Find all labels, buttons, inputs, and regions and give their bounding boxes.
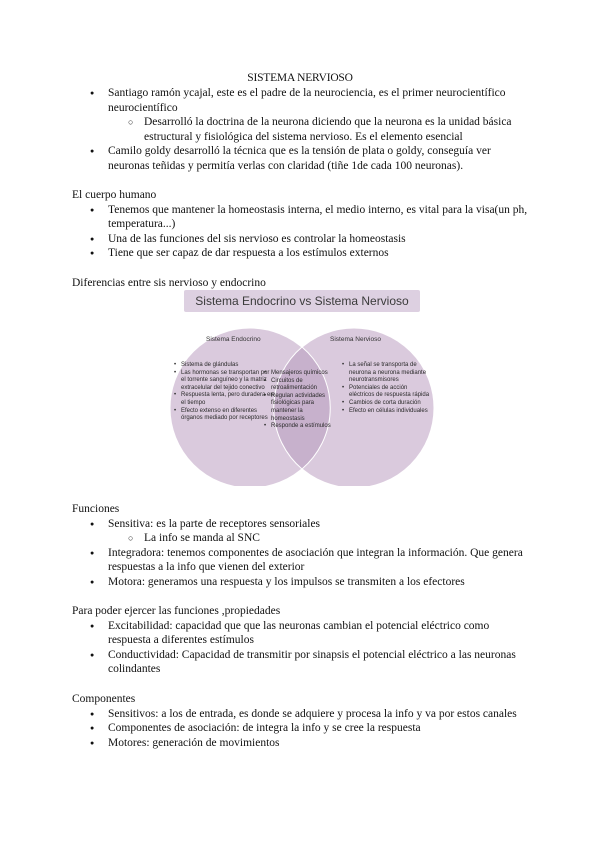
venn-item: • Sistema de glándulas	[174, 362, 274, 370]
section-heading: Diferencias entre sis nervioso y endocrino	[72, 277, 266, 289]
componentes-section	[72, 692, 532, 750]
list-item: ● Tiene que ser capaz de dar respuesta a los estímulos externos	[72, 246, 532, 261]
list-item: ● Conductividad: Capacidad de transmitir por sinapsis el potencial eléctrico a las neuronas colindantes	[72, 648, 532, 677]
section-heading: Funciones	[72, 503, 120, 515]
list-item: ● Santiago ramón ycajal, este es el padre de la neurociencia, es el primer neurocientífico neurocientífico	[72, 86, 532, 115]
venn-item: • Responde a estímulos	[264, 423, 334, 431]
cuerpo-section	[72, 188, 532, 261]
venn-right-label: Sistema Nervioso	[330, 336, 381, 343]
venn-item: • Cambios de corta duración	[342, 400, 434, 408]
venn-item: • Respuesta lenta, pero duradera en el tiempo	[174, 392, 274, 407]
venn-item: • Regulan actividades fisiológicas para mantener la homeostasis	[264, 393, 334, 423]
venn-right-list	[342, 362, 434, 415]
list-item: ● Sensitivos: a los de entrada, es donde se adquiere y procesa la info y va por estos canales	[72, 707, 532, 722]
venn-item: • Efecto en células individuales	[342, 408, 434, 416]
list-item: ● Motores: generación de movimientos	[72, 736, 532, 751]
section-heading: Componentes	[72, 693, 136, 705]
propiedades-section	[72, 604, 532, 677]
diferencias-section	[72, 276, 532, 291]
venn-item: • Mensajeros químicos	[264, 370, 334, 378]
venn-left-label: Sistema Endocrino	[206, 336, 261, 343]
intro-section	[72, 86, 532, 173]
section-heading: El cuerpo humano	[72, 189, 157, 201]
list-subitem: ○ Desarrolló la doctrina de la neurona diciendo que la neurona es la unidad básica estructural y fisiológica del sistema nervioso. Es el elemento esencial	[72, 115, 532, 144]
venn-item: • Circuitos de retroalimentación	[264, 378, 334, 393]
venn-item: • Efecto extenso en diferentes órganos mediado por receptores	[174, 408, 274, 423]
list-item: ● Una de las funciones del sis nervioso es controlar la homeostasis	[72, 232, 532, 247]
list-item: ● Excitabilidad: capacidad que que las neuronas cambian el potencial eléctrico como respuesta a diferentes estímulos	[72, 619, 532, 648]
venn-diagram	[162, 290, 442, 486]
list-item: ● Componentes de asociación: de integra la info y se cree la respuesta	[72, 721, 532, 736]
venn-item: • Las hormonas se transportan por el torrente sanguíneo y la matriz extracelular del tejido conectivo	[174, 370, 274, 393]
list-item: ● Sensitiva: es la parte de receptores sensoriales	[72, 517, 532, 532]
list-item: ● Motora: generamos una respuesta y los impulsos se transmiten a los efectores	[72, 575, 532, 590]
venn-left-list	[174, 362, 274, 423]
funciones-section	[72, 502, 532, 589]
venn-middle-list	[264, 370, 334, 431]
section-heading: Para poder ejercer las funciones ,propiedades	[72, 605, 281, 617]
list-subitem: ○ La info se manda al SNC	[72, 531, 532, 546]
list-item: ● Tenemos que mantener la homeostasis interna, el medio interno, es vital para la visa(un ph, temperatura...)	[72, 203, 532, 232]
venn-item: • Potenciales de acción eléctricos de respuesta rápida	[342, 385, 434, 400]
venn-item: • La señal se transporta de neurona a neurona mediante neurotransmisores	[342, 362, 434, 385]
list-item: ● Camilo goldy desarrolló la técnica que es la tensión de plata o goldy, conseguía ver neuronas teñidas y permitía verlas con claridad (tiñe 1de cada 100 neuronas).	[72, 144, 532, 173]
venn-title: Sistema Endocrino vs Sistema Nervioso	[195, 294, 409, 308]
page-title: SISTEMA NERVIOSO	[247, 72, 353, 84]
list-item: ● Integradora: tenemos componentes de asociación que integran la información. Que genera respuestas a la info que vienen del exterior	[72, 546, 532, 575]
